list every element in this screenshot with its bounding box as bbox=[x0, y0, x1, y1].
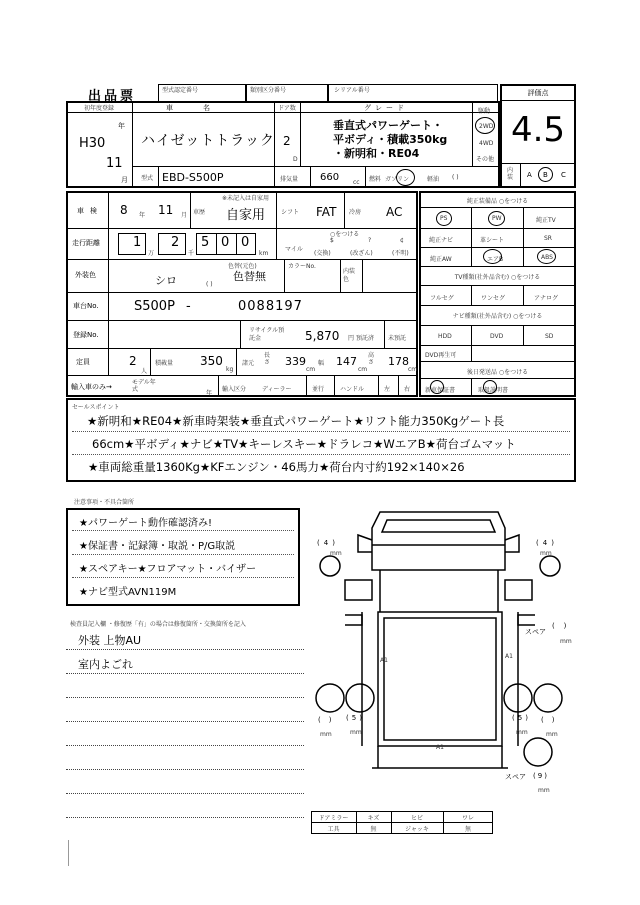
orig-color-paren: ( ) bbox=[206, 281, 213, 288]
condition-value-tools: 工具 bbox=[327, 826, 340, 833]
meter-mark-swap: $ bbox=[330, 237, 334, 244]
tread-front-right-value: 4 bbox=[542, 539, 548, 547]
equip-leather: 革シート bbox=[480, 237, 505, 244]
length-label: 長さ bbox=[264, 352, 271, 366]
length-value: 339 bbox=[285, 355, 306, 368]
fuel-other: ( ) bbox=[452, 174, 459, 181]
type-approval-label: 型式認定番号 bbox=[162, 87, 199, 94]
interior-grade-b: B bbox=[543, 171, 548, 179]
inspection-year-unit: 年 bbox=[139, 212, 146, 219]
chassis-prefix: S500P bbox=[134, 299, 175, 314]
orig-color-label: 色替(元色) bbox=[228, 263, 257, 270]
fuel-diesel: 軽油 bbox=[427, 176, 440, 183]
equipment-title: 純正装備品 ○をつける bbox=[466, 198, 529, 205]
nav-dvd: DVD bbox=[490, 333, 504, 340]
meter-mark-tamper: ? bbox=[368, 237, 372, 244]
equip-pw-circle bbox=[488, 211, 505, 226]
inspection-year: 8 bbox=[120, 203, 128, 217]
interior-grade-circle bbox=[538, 167, 553, 182]
reg-no-label: 登録No. bbox=[73, 331, 99, 339]
mileage-digit-5: 0 bbox=[241, 235, 250, 250]
equip-navi: 純正ナビ bbox=[429, 237, 454, 244]
inspection-month: 11 bbox=[158, 203, 174, 217]
mileage-unit: km bbox=[259, 250, 269, 257]
nav-hdd: HDD bbox=[438, 333, 452, 340]
capacity-value: 2 bbox=[129, 354, 137, 368]
mileage-label: 走行距離 bbox=[72, 239, 100, 247]
height-label: 高さ bbox=[368, 352, 375, 366]
doors-value: 2 bbox=[283, 134, 291, 148]
spare-bottom-bracket: ( 9 ) bbox=[533, 772, 547, 780]
import-label: 輸入車のみ→ bbox=[71, 383, 112, 391]
recycle-amount: 5,870 bbox=[305, 329, 340, 343]
equip-airbag-circle bbox=[483, 249, 502, 264]
damage-mark-rear: A1 bbox=[436, 744, 444, 751]
tread-rear-right-value: 5 bbox=[517, 714, 523, 722]
interior-label: 内装 bbox=[507, 167, 514, 181]
chassis-dash: - bbox=[186, 299, 191, 314]
docs-title: 後日発送品 ○をつける bbox=[466, 369, 529, 376]
inspector-line-1: 外装 上物AU bbox=[78, 634, 142, 647]
handle-left: 左 bbox=[384, 386, 391, 393]
grade-line-3: ・新明和・RE04 bbox=[333, 147, 420, 160]
first-reg-year-unit: 年 bbox=[118, 122, 125, 130]
meter-circle-note: ○をつける bbox=[330, 231, 360, 238]
ac-value: AC bbox=[386, 205, 403, 219]
meter-tamper: (改ざん) bbox=[350, 250, 373, 257]
grade-line-1: 垂直式パワーゲート・ bbox=[333, 119, 443, 132]
mileage-digit-3: 5 bbox=[201, 235, 210, 250]
equip-abs: ABS bbox=[541, 254, 553, 261]
equip-ps-circle bbox=[436, 211, 452, 226]
recycle-label: リサイクル預託金 bbox=[249, 327, 285, 342]
mile-label: マイル bbox=[285, 246, 303, 253]
tread-rear-right-inner-unit: mm bbox=[516, 729, 528, 736]
eval-score: 4.5 bbox=[510, 110, 566, 150]
notes-label: 注意事項・不具合箇所 bbox=[74, 499, 135, 506]
width-value: 147 bbox=[336, 355, 357, 368]
dims-label: 諸元 bbox=[242, 360, 255, 367]
use-value: 自家用 bbox=[226, 208, 266, 223]
color-label: 外装色 bbox=[75, 271, 96, 279]
import-dealer: ディーラー bbox=[262, 386, 292, 393]
condition-header-break: ワレ bbox=[461, 815, 474, 822]
spare-bottom-value: 9 bbox=[537, 772, 543, 780]
spare-bottom-unit: mm bbox=[538, 787, 550, 794]
doors-label: ドア数 bbox=[278, 105, 296, 112]
mileage-digit-1: 1 bbox=[133, 235, 142, 250]
displacement-unit: cc bbox=[353, 179, 360, 186]
nav-title: ナビ種類(社外品含む) ○をつける bbox=[452, 313, 543, 320]
car-name-label: 車名 bbox=[166, 104, 240, 112]
grade-line-2: 平ボディ・積載350kg bbox=[333, 133, 448, 146]
drive-2wd: 2WD bbox=[479, 123, 494, 130]
capacity-unit: 人 bbox=[141, 368, 148, 375]
fuel-label: 燃料 bbox=[369, 176, 382, 183]
class-number-label: 類別区分番号 bbox=[250, 87, 287, 94]
equip-ps: PS bbox=[440, 215, 448, 222]
condition-value-break: 無 bbox=[464, 826, 471, 833]
tread-rear-left-inner: ( 5 ) bbox=[346, 714, 362, 722]
doc-title: 出品票 bbox=[88, 89, 137, 104]
eval-label: 評価点 bbox=[527, 89, 549, 97]
recycle-unit: 円 bbox=[348, 335, 355, 342]
displacement-label: 排気量 bbox=[280, 176, 299, 183]
damage-mark-right: A1 bbox=[505, 653, 513, 660]
model-year-suffix: 年 bbox=[206, 390, 213, 397]
use-label: 車歴 bbox=[193, 209, 206, 216]
tv-fullseg: フルセグ bbox=[430, 295, 454, 302]
tread-front-left: ( 4 ) bbox=[317, 539, 335, 547]
tread-rear-left-value: 5 bbox=[351, 714, 357, 722]
equip-sr: SR bbox=[544, 235, 552, 242]
meter-swap: (交換) bbox=[314, 250, 331, 257]
height-unit: cm bbox=[408, 366, 418, 373]
doors-suffix: D bbox=[293, 156, 298, 163]
ac-label: 冷房 bbox=[349, 209, 362, 216]
tread-front-left-value: 4 bbox=[323, 539, 329, 547]
interior-color-label: 内装色 bbox=[343, 268, 356, 283]
docs-warranty-circle bbox=[430, 380, 444, 394]
inspector-line-2: 室内よごれ bbox=[78, 658, 133, 671]
tread-rear-left: ( ) bbox=[318, 716, 332, 724]
tread-rear-right-inner: ( 5 ) bbox=[512, 714, 528, 722]
width-label: 幅 bbox=[318, 360, 325, 367]
height-value: 178 bbox=[388, 355, 409, 368]
meter-unknown: (不明) bbox=[392, 250, 409, 257]
tread-front-left-unit: mm bbox=[330, 550, 342, 557]
tv-title: TV種類(社外品含む) ○をつける bbox=[454, 274, 541, 281]
equip-pw: PW bbox=[492, 215, 502, 222]
color-no-label: カラーNo. bbox=[288, 263, 316, 270]
tread-rear-right: ( ) bbox=[541, 716, 555, 724]
load-label: 積載量 bbox=[155, 360, 174, 367]
note-line-3: ★スペアキー★フロアマット・バイザー bbox=[79, 564, 257, 575]
condition-header-mirror: ドアミラー bbox=[318, 815, 349, 822]
drive-label: 駆動 bbox=[478, 108, 491, 115]
drive-other: その他 bbox=[476, 156, 495, 163]
meter-mark-unknown: ¢ bbox=[400, 237, 404, 244]
note-line-4: ★ナビ型式AVN119M bbox=[79, 587, 177, 598]
note-line-1: ★パワーゲート動作確認済み! bbox=[79, 518, 212, 529]
model-value: EBD-S500P bbox=[162, 171, 224, 184]
owner-note: ※未記入は自家用 bbox=[222, 195, 270, 202]
color-value: シロ bbox=[155, 274, 177, 287]
tread-front-right-unit: mm bbox=[540, 550, 552, 557]
nav-sd: SD bbox=[545, 333, 554, 340]
load-unit: kg bbox=[226, 366, 234, 373]
chassis-label: 車台No. bbox=[73, 302, 99, 310]
mileage-digit-box-1 bbox=[118, 233, 146, 255]
inspection-month-unit: 月 bbox=[181, 212, 188, 219]
import-parallel: 並行 bbox=[312, 386, 325, 393]
first-reg-month: 11 bbox=[106, 156, 123, 171]
inspection-label: 車検 bbox=[77, 207, 103, 215]
tv-analog: アナログ bbox=[534, 295, 559, 302]
tread-rear-right-unit: mm bbox=[546, 731, 558, 738]
capacity-label: 定員 bbox=[76, 358, 90, 366]
displacement-value: 660 bbox=[320, 172, 340, 183]
tread-rear-left-unit: mm bbox=[320, 731, 332, 738]
handle-label: ハンドル bbox=[340, 386, 365, 393]
selling-point-line-2: 66cm★平ボディ★ナビ★TV★キーレスキー★ドラレコ★WエアB★荷台ゴムマット bbox=[92, 437, 516, 451]
recycle-deposited: 預託済 bbox=[356, 335, 375, 342]
fuel-gasoline: ガソリン bbox=[385, 176, 410, 183]
mileage-digit-4: 0 bbox=[221, 235, 230, 250]
dvd-player: DVD再生可 bbox=[425, 352, 457, 359]
selling-point-line-1: ★新明和★RE04★新車時架装★垂直式パワーゲート★リフト能力350Kgゲート長 bbox=[87, 414, 505, 428]
docs-warranty: 新車保証書 bbox=[425, 387, 456, 394]
note-line-2: ★保証書・記録簿・取説・P/G取説 bbox=[79, 541, 236, 552]
spare-top-bracket: ( ) bbox=[552, 622, 567, 630]
spare-top-unit: mm bbox=[560, 638, 572, 645]
tread-front-right: ( 4 ) bbox=[536, 539, 554, 547]
car-name: ハイゼットトラック bbox=[141, 133, 276, 149]
mileage-digit-2: 2 bbox=[171, 235, 180, 250]
selling-point-line-3: ★車両総重量1360Kg★KFエンジン・46馬力★荷台内寸約192×140×26 bbox=[88, 460, 465, 474]
spare-bottom-label: スペア bbox=[505, 773, 526, 781]
width-unit: cm bbox=[358, 366, 368, 373]
mileage-sen: 千 bbox=[188, 250, 195, 257]
first-reg-label: 初年度登録 bbox=[83, 105, 114, 112]
inspector-label: 検査員記入欄 ・修復歴「有」の場合は修復箇所・交換箇所を記入 bbox=[70, 621, 246, 628]
docs-manual-circle bbox=[483, 380, 497, 394]
spare-top-label: スペア bbox=[525, 628, 546, 636]
equip-abs-circle bbox=[537, 249, 556, 264]
shift-value: FAT bbox=[316, 205, 337, 219]
first-reg-era-year: H30 bbox=[79, 136, 106, 151]
drive-selection-circle bbox=[475, 117, 495, 134]
interior-grade-c: C bbox=[561, 171, 566, 179]
serial-label: シリアル番号 bbox=[334, 87, 370, 94]
condition-value-jack: ジャッキ bbox=[405, 826, 429, 833]
selling-points-label: セールスポイント bbox=[72, 404, 120, 411]
tv-oneseg: ワンセグ bbox=[481, 295, 506, 302]
orig-color-value: 色替無 bbox=[233, 270, 266, 283]
model-label: 型式 bbox=[141, 175, 154, 182]
fuel-selection-circle bbox=[396, 169, 415, 186]
docs-manual: 取扱説明書 bbox=[478, 387, 509, 394]
mileage-man: 万 bbox=[148, 250, 155, 257]
handle-right: 右 bbox=[404, 386, 411, 393]
equip-aw: 純正AW bbox=[430, 256, 452, 263]
load-value: 350 bbox=[200, 354, 223, 368]
tread-rear-left-inner-unit: mm bbox=[350, 729, 362, 736]
condition-value-scratch: 無 bbox=[370, 826, 377, 833]
condition-header-crack: ヒビ bbox=[410, 815, 423, 822]
length-unit: cm bbox=[306, 366, 316, 373]
recycle-not-deposited: 未預託 bbox=[388, 335, 407, 342]
shift-label: シフト bbox=[281, 209, 300, 216]
drive-4wd: 4WD bbox=[479, 140, 494, 147]
interior-grade-a: A bbox=[527, 171, 532, 179]
condition-header-scratch: キズ bbox=[367, 815, 380, 822]
import-category-label: 輸入区分 bbox=[222, 386, 247, 393]
equip-tv: 純正TV bbox=[536, 217, 556, 224]
model-year-label: モデル年式 bbox=[132, 379, 156, 393]
first-reg-month-unit: 月 bbox=[121, 176, 128, 184]
chassis-number: 0088197 bbox=[238, 299, 303, 314]
grade-label: グレード bbox=[364, 104, 408, 112]
damage-mark-left: A1 bbox=[380, 657, 388, 664]
equip-airbag: エアB bbox=[487, 256, 504, 263]
